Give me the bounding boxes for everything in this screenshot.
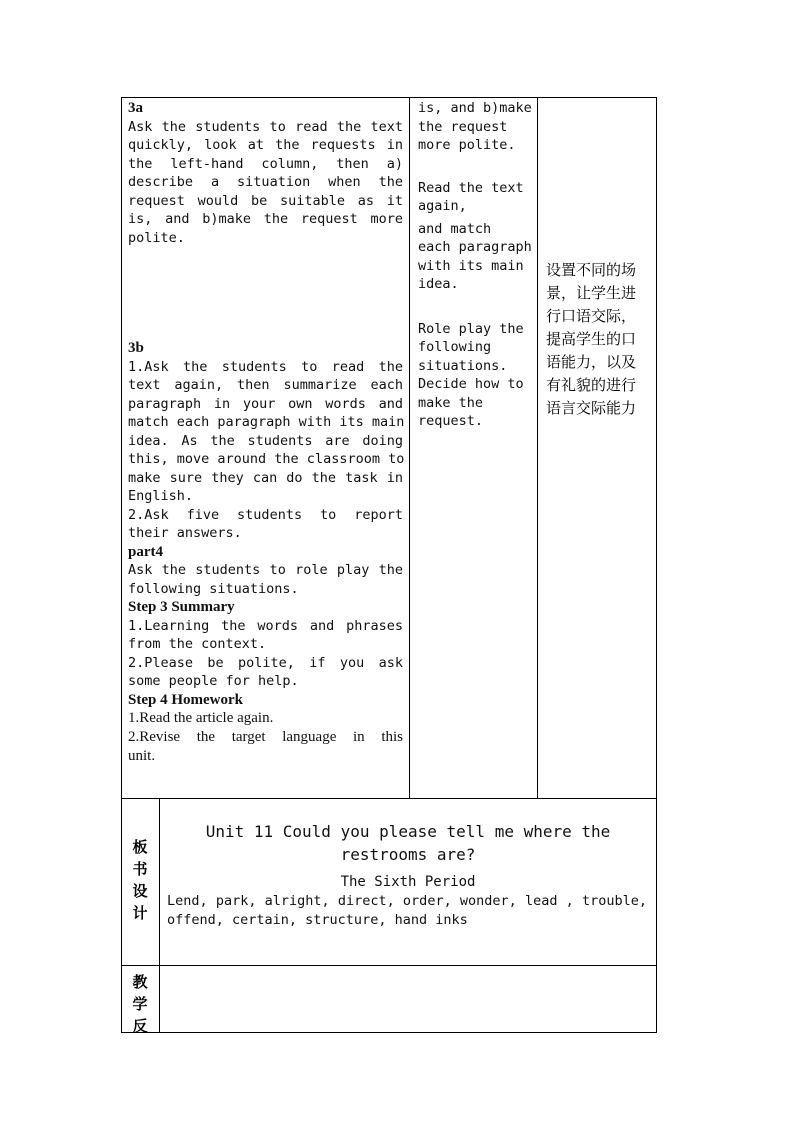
text-line: 1.Ask the students to read the [128, 358, 403, 375]
text-line: more polite. [418, 137, 516, 153]
section-3a-heading: 3a [128, 100, 143, 116]
text-line: with its main [418, 257, 524, 274]
board-vocabulary [167, 892, 647, 929]
text-line: and match [418, 220, 492, 237]
text-line: 语能力，以及 [546, 353, 637, 371]
step4-heading: Step 4 Homework [128, 691, 243, 708]
label-char: 计 [132, 904, 148, 922]
text-line: 提高学生的口 [546, 330, 637, 348]
text-line: is, and b)make the request more [128, 211, 403, 227]
label-char: 反 [132, 1017, 148, 1035]
vocab-line: Lend, park, alright, direct, order, wonder, lead , trouble, [167, 893, 647, 909]
text-line: is, and b)make [418, 100, 532, 116]
section-3b-heading: 3b [128, 340, 144, 356]
text-line: Read the text [418, 179, 524, 196]
text-line: request. [418, 413, 484, 429]
student-activities-column [418, 99, 532, 431]
text-line: make the [418, 394, 484, 411]
step3-heading: Step 3 Summary [128, 599, 235, 615]
label-char: 学 [132, 995, 148, 1013]
text-line: quickly, look at the requests in [128, 137, 403, 153]
row-divider-board [121, 798, 657, 799]
text-line: some people for help. [128, 673, 299, 689]
text-line: Ask the students to role play the [128, 562, 403, 578]
text-line: request would be suitable as it [128, 192, 403, 209]
text-line: 行口语交际， [546, 307, 637, 325]
board-title-line-2: restrooms are? [340, 845, 476, 864]
text-line: make sure they can do the task in [128, 469, 403, 486]
table-border-top [121, 97, 657, 98]
label-char: 教 [132, 973, 148, 991]
table-border-right [656, 97, 657, 1033]
column-divider-1 [409, 97, 410, 798]
label-char: 书 [132, 860, 148, 878]
text-line: following [418, 339, 492, 355]
text-line: idea. [418, 276, 459, 292]
column-divider-2 [537, 97, 538, 798]
part4-heading: part4 [128, 543, 163, 560]
text-line: 1.Read the article again. [128, 710, 274, 726]
text-line: idea. As the students are doing [128, 432, 403, 449]
text-line: paragraph in your own words and [128, 395, 403, 412]
text-line: from the context. [128, 636, 267, 652]
board-design-label [125, 836, 155, 924]
text-line: following situations. [128, 580, 299, 597]
teacher-activities-column [128, 99, 403, 766]
text-line: situations. [418, 357, 508, 374]
table-border-bottom [121, 1032, 657, 1033]
text-line: again, [418, 198, 467, 214]
text-line: each paragraph [418, 239, 532, 255]
design-intent-column [546, 259, 651, 420]
text-line: 设置不同的场 [546, 261, 637, 279]
text-line: text again, then summarize each [128, 377, 403, 393]
text-line: unit. [128, 748, 156, 764]
text-line: 2.Please be polite, if you ask [128, 654, 403, 671]
text-line: 1.Learning the words and phrases [128, 617, 403, 634]
board-title-line-1: Unit 11 Could you please tell me where the [205, 822, 611, 841]
text-line: their answers. [128, 525, 242, 541]
text-line: Ask the students to read the text [128, 118, 403, 135]
text-line: English. [128, 488, 194, 504]
board-title [160, 820, 656, 866]
label-char: 板 [132, 838, 148, 856]
row-divider-reflection [121, 965, 657, 966]
text-line: 2.Revise the target language in this [128, 729, 403, 745]
text-line: this, move around the classroom to [128, 451, 405, 467]
text-line: describe a situation when the [128, 174, 403, 190]
text-line: match each paragraph with its main [128, 414, 405, 430]
text-line: 2.Ask five students to report [128, 506, 403, 523]
label-char: 设 [132, 882, 148, 900]
text-line: Decide how to [418, 376, 524, 392]
text-line: the left-hand column, then a) [128, 155, 403, 172]
text-line: polite. [128, 229, 185, 246]
text-line: the request [418, 118, 508, 135]
text-line: 语言交际能力 [546, 399, 637, 417]
vocab-line: offend, certain, structure, hand inks [167, 911, 468, 928]
text-line: Role play the [418, 320, 524, 337]
reflection-label [125, 971, 155, 1037]
board-period: The Sixth Period [340, 874, 476, 890]
text-line: 有礼貌的进行 [546, 376, 637, 394]
table-border-left [121, 97, 122, 1033]
text-line: 景，让学生进 [546, 284, 637, 302]
